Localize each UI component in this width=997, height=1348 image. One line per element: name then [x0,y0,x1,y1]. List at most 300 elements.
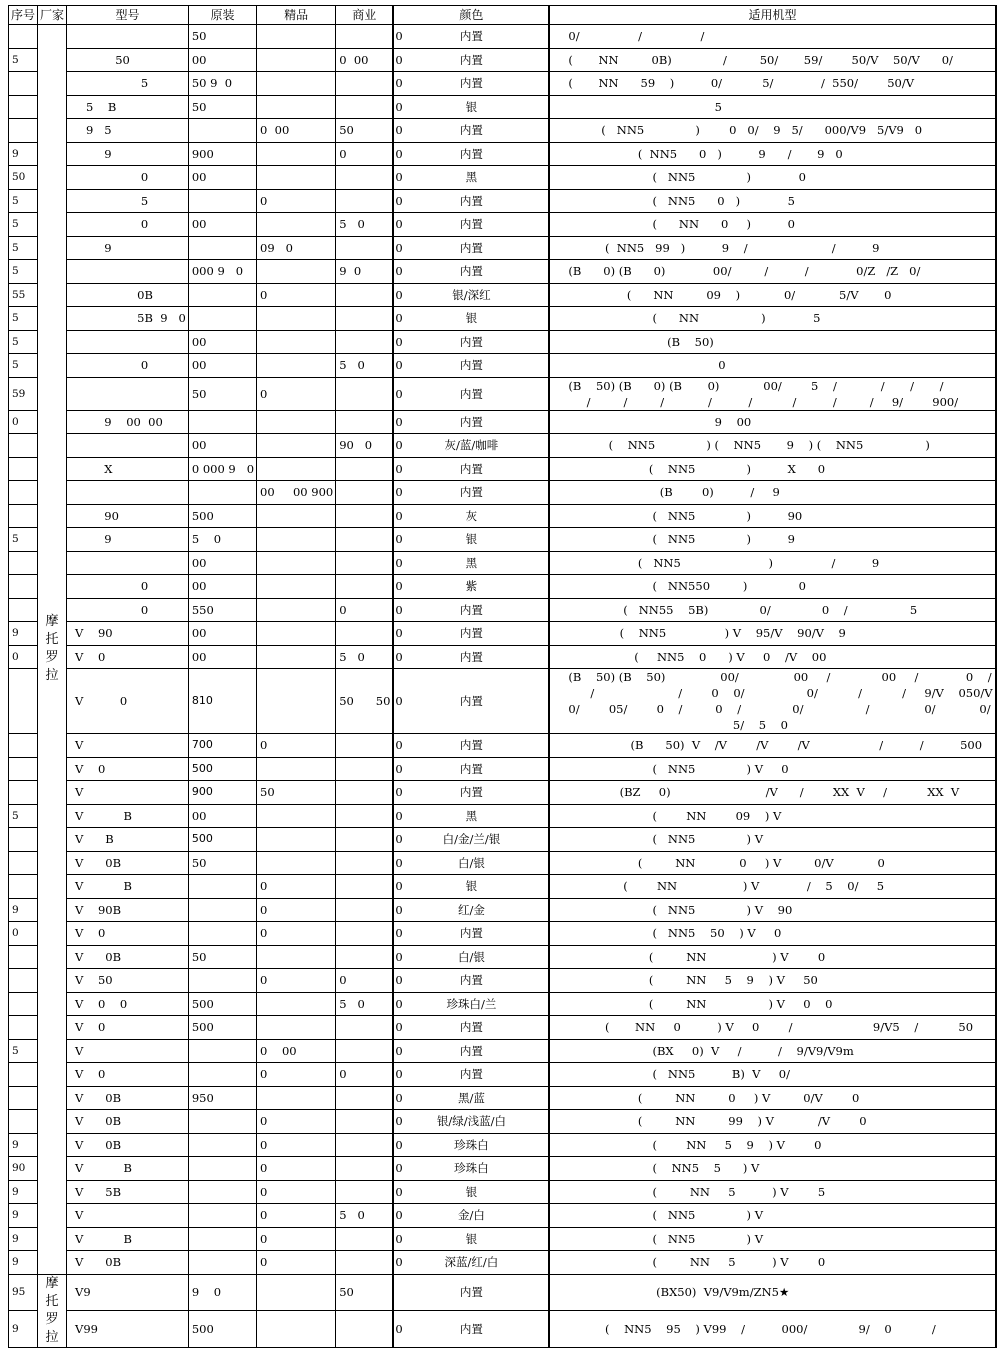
commercial-cell [336,1251,403,1275]
premium-cell: 0 00 [257,1039,336,1063]
model-cell: 5B 9 0 [67,307,189,331]
model-cell: V9 [67,1274,189,1311]
color-cell [393,1251,549,1275]
color-cell [393,945,549,969]
model-cell: 0 [67,213,189,237]
commercial-cell [336,25,403,49]
quantity-value: 0 [395,1067,403,1082]
commercial-cell: 5 0 [336,1204,394,1228]
commercial-cell [336,551,403,575]
table-row [9,669,996,734]
color-name: 内置 [459,386,483,401]
compatible-models-cell: ( NN5 ) X 0 [549,457,995,481]
original-cell: 900 [188,142,256,166]
quantity-value: 0 [395,855,403,870]
row-number [9,1086,38,1110]
row-number [9,119,38,143]
row-number: 0 [9,410,38,434]
quantity-value: 0 [395,170,403,185]
quantity-value: 0 [395,902,403,917]
commercial-cell [336,528,403,552]
row-number [9,851,38,875]
table-row [9,119,996,143]
commercial-cell [336,377,403,410]
premium-cell [257,213,336,237]
commercial-cell [336,1016,403,1040]
row-number [9,945,38,969]
color-cell [393,1157,549,1181]
original-cell: 50 [188,95,256,119]
model-cell: 9 [67,528,189,552]
row-number: 0 [9,645,38,669]
model-cell: 0 [67,575,189,599]
color-name: 银 [465,879,478,894]
color-cell [393,142,549,166]
commercial-cell [336,307,403,331]
commercial-cell [336,575,403,599]
model-cell: V B [67,1157,189,1181]
quantity-value: 0 [395,761,403,776]
table-row [9,757,996,781]
table-row [9,898,996,922]
row-number: 5 [9,804,38,828]
row-number: 5 [9,528,38,552]
premium-cell [257,166,336,190]
table-row [9,1133,996,1157]
color-name: 珍珠白/兰 [446,996,497,1011]
color-name: 黑 [465,808,478,823]
original-cell [188,119,256,143]
quantity-value: 0 [395,1321,403,1336]
quantity-value: 0 [395,1114,403,1129]
model-cell: 90 [67,504,189,528]
table-row [9,283,996,307]
premium-cell: 0 [257,969,336,993]
model-cell: 0B [67,283,189,307]
compatible-models-cell: ( NN5 ) V 95/V 90/V 9 [549,622,995,646]
commercial-cell [336,1039,403,1063]
quantity-value: 0 [395,694,403,708]
model-cell: X [67,457,189,481]
color-cell [393,1063,549,1087]
compatible-models-cell: (B 0) (B 0) 00/ / / 0/Z /Z 0/ [549,260,995,284]
quantity-value: 0 [395,996,403,1011]
compatible-models-cell: (BX 0) V / / 9/V9/V9m [549,1039,995,1063]
row-number: 5 [9,260,38,284]
row-number [9,875,38,899]
compatible-models-cell: ( NN 5 ) V 0 [549,1251,995,1275]
color-cell [393,922,549,946]
table-row [9,166,996,190]
commercial-cell [336,851,403,875]
model-cell: V 0B [67,945,189,969]
model-cell: 9 [67,236,189,260]
table-row [9,1227,996,1251]
premium-cell [257,260,336,284]
model-cell: 5 B [67,95,189,119]
commercial-cell [336,1086,403,1110]
compatible-models-cell: ( NN 59 ) 0/ 5/ / 550/ 50/V [549,72,995,96]
original-cell: 700 [188,734,256,758]
color-cell [393,1274,549,1311]
color-cell [393,969,549,993]
row-number: 90 [9,1157,38,1181]
color-name: 内置 [459,626,483,641]
color-cell [393,119,549,143]
quantity-value: 0 [395,52,403,67]
row-number [9,669,38,734]
model-cell: V 0 [67,1063,189,1087]
commercial-cell [336,1311,403,1348]
color-name: 内置 [459,240,483,255]
color-cell [393,781,549,805]
header-model: 型号 [67,6,189,25]
compatible-models-cell: ( NN ) V 0 0 [549,992,995,1016]
row-number: 0 [9,922,38,946]
commercial-cell [336,457,403,481]
quantity-value: 0 [395,1184,403,1199]
premium-cell: 0 [257,875,336,899]
color-cell [393,645,549,669]
table-row [9,213,996,237]
original-cell [188,481,256,505]
header-compatible: 适用机型 [549,6,995,25]
color-name: 内置 [459,358,483,373]
commercial-cell [336,922,403,946]
table-row [9,330,996,354]
quantity-value: 0 [395,76,403,91]
table-row [9,575,996,599]
model-cell [67,260,189,284]
color-cell [393,1016,549,1040]
model-cell: V 0 [67,645,189,669]
compatible-models-cell: (B 50) (B 0) (B 0) 00/ 5 / / / / / / / / / / / / 9/ 900/ [549,377,995,410]
color-name: 白/金/兰/银 [442,832,501,847]
commercial-cell [336,875,403,899]
row-number: 9 [9,1204,38,1228]
compatible-models-cell: ( NN ) V / 5 0/ 5 [549,875,995,899]
model-cell: V 90 [67,622,189,646]
color-name: 内置 [459,52,483,67]
original-cell [188,1227,256,1251]
quantity-value: 0 [395,217,403,232]
original-cell: 50 [188,377,256,410]
color-cell [393,828,549,852]
compatible-models-cell: ( NN5 95 ) V99 / 000/ 9/ 0 / [549,1311,995,1348]
commercial-cell [336,1157,403,1181]
color-cell [393,354,549,378]
commercial-cell [336,481,403,505]
quantity-value: 0 [395,311,403,326]
row-number: 5 [9,307,38,331]
model-cell: 0 [67,598,189,622]
color-name: 黑 [465,170,478,185]
compatible-models-cell: (B 50) (B 50) 00/ 00 / 00 / 0 / / / 0 0/ 0/ / / 9/V 050/V 0/ 05/ 0 / 0 / 0/ / 0/ 0/ 5/ 5 0 [549,669,995,734]
table-row [9,1063,996,1087]
quantity-value: 0 [395,461,403,476]
color-name: 内置 [459,602,483,617]
table-row [9,260,996,284]
model-cell: V 0 0 [67,992,189,1016]
color-cell [393,875,549,899]
commercial-cell: 50 [336,1274,394,1311]
commercial-cell: 5 0 [336,213,394,237]
table-row [9,434,996,458]
premium-cell: 50 [257,781,336,805]
compatible-models-cell: ( NN5 0 ) 5 [549,189,995,213]
color-name: 内置 [459,334,483,349]
table-row [9,1016,996,1040]
premium-cell [257,551,336,575]
color-name: 银 [465,532,478,547]
row-number [9,95,38,119]
model-cell: 5 [67,189,189,213]
table-row [9,48,996,72]
row-number: 5 [9,213,38,237]
commercial-cell [336,828,403,852]
table-row [9,1039,996,1063]
quantity-value: 0 [395,532,403,547]
color-cell [393,25,549,49]
color-name: 内置 [459,29,483,44]
color-cell [393,1133,549,1157]
commercial-cell [336,1227,403,1251]
original-cell: 50 [188,945,256,969]
color-name: 内置 [459,217,483,232]
premium-cell [257,1016,336,1040]
quantity-value: 0 [395,1231,403,1246]
quantity-value: 0 [395,738,403,753]
table-row [9,875,996,899]
premium-cell [257,95,336,119]
original-cell [188,1133,256,1157]
compatible-models-cell: ( NN5 ) 0 0/ 9 5/ 000/V9 5/V9 0 [549,119,995,143]
original-cell: 500 [188,828,256,852]
quantity-value: 0 [395,193,403,208]
table-row [9,1311,996,1348]
commercial-cell [336,1133,403,1157]
row-number [9,781,38,805]
model-cell: V 0 [67,1016,189,1040]
quantity-value: 0 [395,785,403,800]
compatible-models-cell: ( NN5 B) V 0/ [549,1063,995,1087]
color-cell [393,992,549,1016]
row-number [9,598,38,622]
row-number [9,72,38,96]
color-name: 深蓝/红/白 [444,1255,499,1270]
table-row [9,307,996,331]
model-cell: 9 00 00 [67,410,189,434]
quantity-value: 0 [395,602,403,617]
color-cell [393,283,549,307]
compatible-models-cell: ( NN5 99 ) 9 / / 9 [549,236,995,260]
quantity-value: 0 [395,334,403,349]
compatible-models-cell: ( NN55 5B) 0/ 0 / 5 [549,598,995,622]
color-cell [393,410,549,434]
color-name: 白/银 [457,855,485,870]
color-name: 银 [465,311,478,326]
color-name: 白/银 [457,949,485,964]
premium-cell: 0 [257,1251,336,1275]
phone-compatibility-table [8,5,997,1348]
color-name: 内置 [459,1043,483,1058]
quantity-value: 0 [395,555,403,570]
model-cell: V B [67,875,189,899]
table-row [9,236,996,260]
original-cell [188,1251,256,1275]
original-cell: 00 [188,622,256,646]
table-row [9,189,996,213]
quantity-value: 0 [395,579,403,594]
header-premium: 精品 [257,6,336,25]
premium-cell: 0 [257,922,336,946]
row-number: 9 [9,622,38,646]
table-row [9,645,996,669]
original-cell: 5 0 [188,528,256,552]
quantity-value: 0 [395,1043,403,1058]
row-number: 55 [9,283,38,307]
original-cell [188,307,256,331]
compatible-models-cell: ( NN5 0 ) V 0 /V 00 [549,645,995,669]
color-cell [393,504,549,528]
model-cell: V 0B [67,1110,189,1134]
original-cell: 9 0 [188,1274,256,1311]
model-cell: V [67,781,189,805]
color-name: 珍珠白 [454,1137,489,1152]
original-cell: 500 [188,757,256,781]
row-number [9,481,38,505]
original-cell [188,1204,256,1228]
color-cell [393,1311,549,1348]
compatible-models-cell: ( NN5 ) ( NN5 9 ) ( NN5 ) [549,434,995,458]
commercial-cell [336,804,403,828]
original-cell [188,283,256,307]
compatible-models-cell: ( NN 09 ) V [549,804,995,828]
color-cell [393,72,549,96]
color-name: 内置 [459,414,483,429]
commercial-cell [336,330,403,354]
header-manufacturer: 厂家 [38,6,67,25]
header-commercial: 商业 [336,6,394,25]
model-cell: V [67,734,189,758]
color-cell [393,236,549,260]
premium-cell [257,992,336,1016]
color-cell [393,377,549,410]
color-name: 灰 [465,508,478,523]
quantity-value: 0 [395,1090,403,1105]
color-cell [393,669,549,734]
header-row [9,6,996,25]
color-name: 内置 [459,264,483,279]
model-cell: V 5B [67,1180,189,1204]
premium-cell [257,528,336,552]
model-cell: 5 [67,72,189,96]
color-cell [393,757,549,781]
table-row [9,804,996,828]
premium-cell: 00 00 900 [257,481,336,505]
table-row [9,1157,996,1181]
row-number: 5 [9,1039,38,1063]
row-number [9,434,38,458]
compatible-models-cell: ( NN5 ) V 0 [549,757,995,781]
model-cell [67,330,189,354]
quantity-value: 0 [395,358,403,373]
color-name: 内置 [459,461,483,476]
model-cell: V [67,1204,189,1228]
original-cell: 00 [188,213,256,237]
original-cell: 00 [188,575,256,599]
model-cell: V 0 [67,669,189,734]
compatible-models-cell: ( NN 0 ) V 0 / 9/V5 / 50 [549,1016,995,1040]
quantity-value: 0 [395,1020,403,1035]
quantity-value: 0 [395,287,403,302]
original-cell: 500 [188,504,256,528]
model-cell: V [67,1039,189,1063]
commercial-cell [336,757,403,781]
model-cell: V 90B [67,898,189,922]
model-cell: V 50 [67,969,189,993]
commercial-cell: 50 50 [336,669,394,734]
color-name: 银/绿/浅蓝/白 [436,1114,506,1129]
original-cell [188,410,256,434]
color-cell [393,575,549,599]
original-cell: 00 [188,804,256,828]
color-name: 内置 [459,146,483,161]
commercial-cell: 50 [336,119,394,143]
row-number: 9 [9,1133,38,1157]
row-number: 5 [9,236,38,260]
compatible-models-cell: ( NN5 5 ) V [549,1157,995,1181]
quantity-value: 0 [395,649,403,664]
original-cell [188,236,256,260]
model-cell: 50 [67,48,189,72]
commercial-cell: 0 [336,598,394,622]
color-name: 内置 [459,485,483,500]
row-number: 95 [9,1274,38,1311]
commercial-cell [336,898,403,922]
premium-cell: 0 00 [257,119,336,143]
commercial-cell [336,622,403,646]
premium-cell [257,645,336,669]
row-number [9,757,38,781]
original-cell [188,1157,256,1181]
row-number: 5 [9,354,38,378]
table-row [9,377,996,410]
model-cell [67,481,189,505]
table-row [9,1274,996,1311]
table-row [9,781,996,805]
model-cell: V 0B [67,1133,189,1157]
row-number: 9 [9,142,38,166]
compatible-models-cell: 0/ / / [549,25,995,49]
original-cell [188,1063,256,1087]
quantity-value: 0 [395,926,403,941]
premium-cell [257,410,336,434]
premium-cell [257,504,336,528]
original-cell: 00 [188,354,256,378]
table-row [9,25,996,49]
model-cell: 9 [67,142,189,166]
row-number [9,828,38,852]
compatible-models-cell: 9 00 [549,410,995,434]
table-row [9,1086,996,1110]
model-cell: V B [67,1227,189,1251]
color-name: 银 [465,1231,478,1246]
color-cell [393,481,549,505]
model-cell: V 0B [67,1251,189,1275]
original-cell [188,189,256,213]
compatible-models-cell: ( NN5 ) V [549,1227,995,1251]
